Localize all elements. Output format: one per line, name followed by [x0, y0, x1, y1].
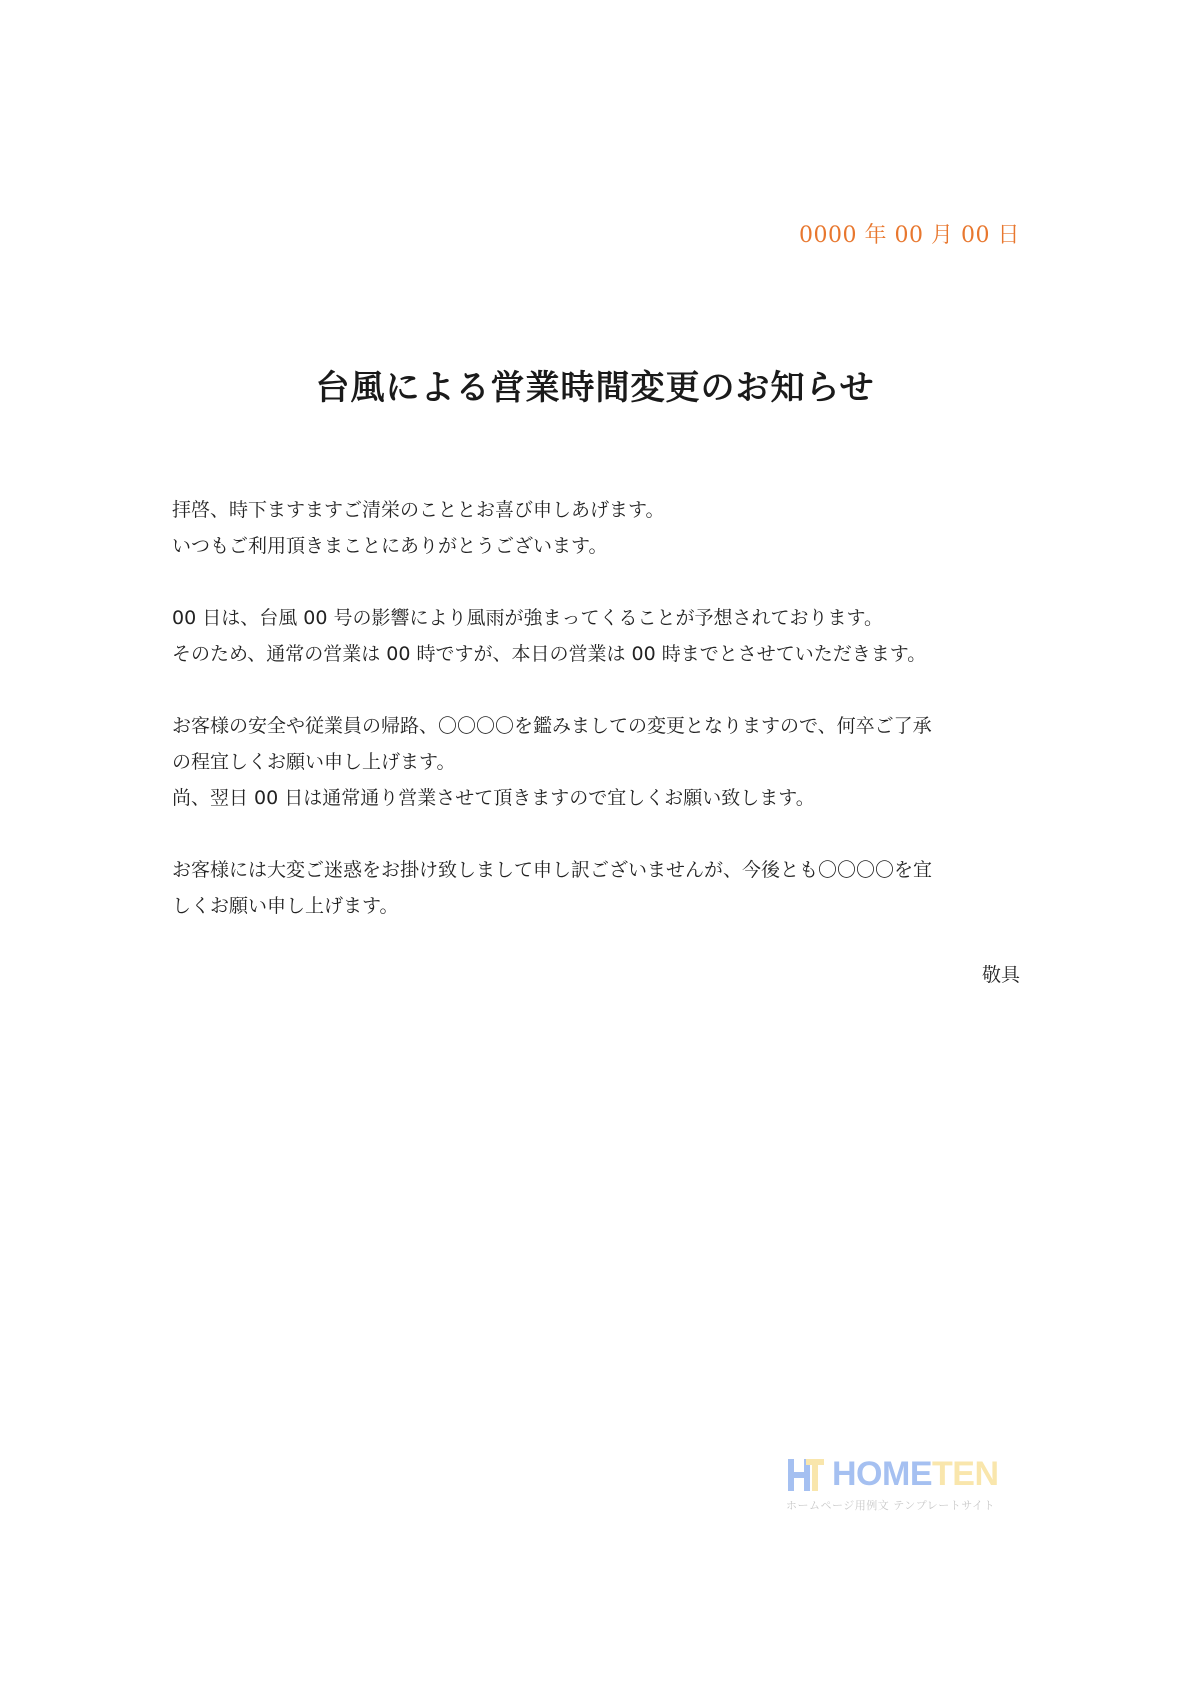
- body-line: いつもご利用頂きまことにありがとうございます。: [172, 535, 608, 557]
- body-line: お客様の安全や従業員の帰路、〇〇〇〇を鑑みましての変更となりますので、何卒ご了承: [172, 715, 932, 737]
- body-line: お客様には大変ご迷惑をお掛け致しまして申し訳ございませんが、今後とも〇〇〇〇を宜: [172, 859, 933, 881]
- closing-word: 敬具: [981, 964, 1020, 986]
- document-body: [172, 492, 1022, 960]
- body-line: 尚、翌日 00 日は通常通り営業させて頂きますので宜しくお願い致します。: [172, 787, 815, 809]
- paragraph-apology: [172, 708, 1022, 816]
- paragraph-closing-remarks: [172, 852, 1022, 924]
- logo-subtitle: ホームページ用例文 テンプレートサイト: [786, 1499, 996, 1512]
- paragraph-announcement: [172, 600, 1022, 672]
- logo-ten-text: TEN: [932, 1455, 999, 1493]
- body-line: 00 日は、台風 00 号の影響により風雨が強まってくることが予想されております。: [172, 607, 883, 629]
- body-line: そのため、通常の営業は 00 時ですが、本日の営業は 00 時までとさせていただきます。: [172, 643, 927, 665]
- hometen-logo: [786, 1455, 1016, 1515]
- paragraph-greeting: [172, 492, 1022, 564]
- document-date: 0000 年 00 月 00 日: [799, 223, 1020, 248]
- logo-home-text: HOME: [832, 1455, 932, 1493]
- hometen-logo-icon: [786, 1457, 826, 1493]
- document-title: 台風による営業時間変更のお知らせ: [315, 368, 875, 408]
- body-line: しくお願い申し上げます。: [172, 895, 399, 917]
- body-line: 拝啓、時下ますますご清栄のこととお喜び申しあげます。: [172, 499, 665, 521]
- body-line: の程宜しくお願い申し上げます。: [172, 751, 456, 773]
- hometen-logo-text: [832, 1453, 999, 1495]
